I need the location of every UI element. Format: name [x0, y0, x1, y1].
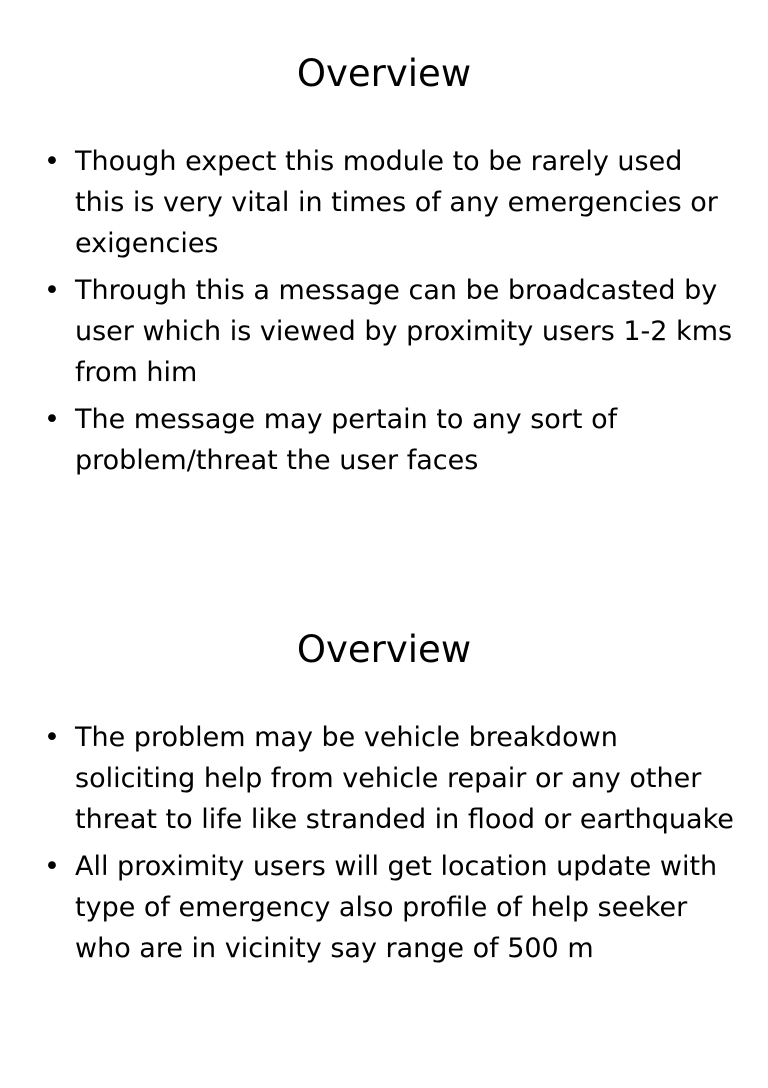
bullet-text: All proximity users will get location update with type of emergency also profile of help seeker who are in vicinity say range of 500 m — [75, 851, 718, 964]
bullet-text: Though expect this module to be rarely used this is very vital in times of any emergencies or exigencies — [75, 146, 718, 259]
bullet-marker: • — [44, 722, 60, 753]
bullet-item — [0, 846, 740, 969]
slide-2 — [0, 576, 768, 1088]
bullet-marker: • — [44, 146, 60, 177]
bullet-item — [0, 270, 740, 393]
slide-1 — [0, 0, 768, 512]
bullet-text: Through this a message can be broadcasted by user which is viewed by proximity users 1-2 kms from him — [75, 275, 733, 388]
bullet-marker: • — [44, 275, 60, 306]
bullet-marker: • — [44, 404, 60, 435]
bullet-marker: • — [44, 851, 60, 882]
bullet-text: The message may pertain to any sort of problem/threat the user faces — [75, 404, 618, 476]
bullet-item — [0, 399, 740, 481]
slide-title: Overview — [296, 628, 472, 671]
slide-title: Overview — [296, 52, 472, 95]
bullet-text: The problem may be vehicle breakdown soliciting help from vehicle repair or any other threat to life like stranded in flood or earthquake — [75, 722, 734, 835]
bullet-item — [0, 717, 740, 840]
bullet-item — [0, 141, 740, 264]
bullet-list — [0, 141, 740, 487]
bullet-list — [0, 717, 740, 975]
